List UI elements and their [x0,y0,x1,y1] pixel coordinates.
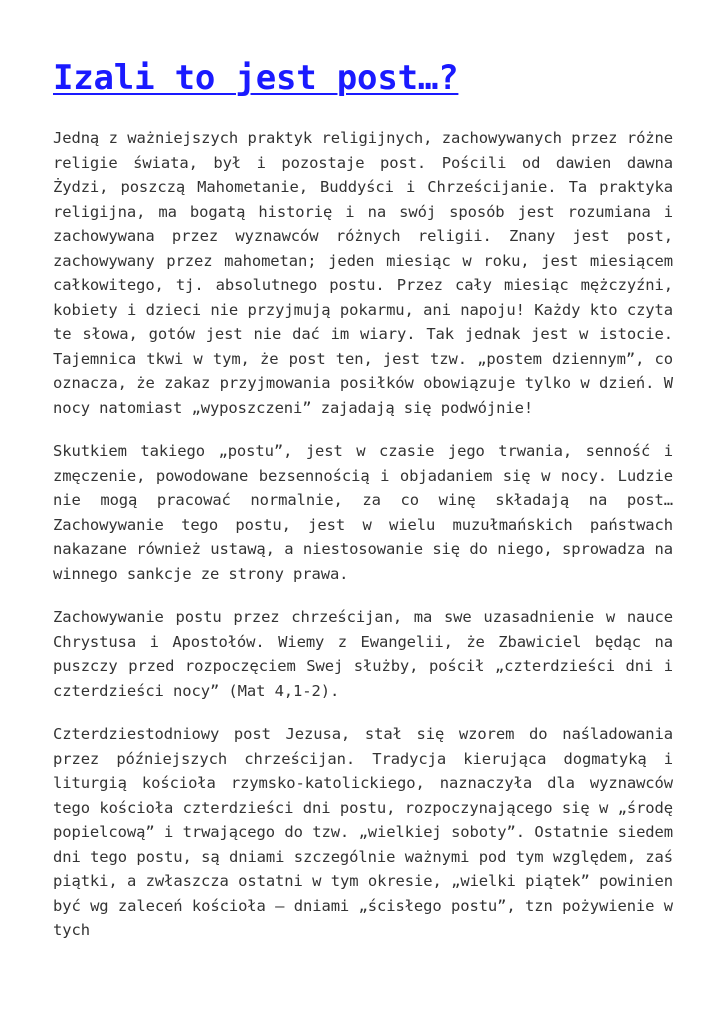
article [53,54,673,962]
article-paragraph-1: Jedną z ważniejszych praktyk religijnych, zachowywanych przez różne religie świata, był i pozostaje post. Pościli od dawien dawna Żydzi, poszczą Mahometanie, Buddyści i Chrześcijanie. Ta praktyka religijna, ma bogatą historię i na swój sposób jest rozumiana i zachowywana przez wyznawców różnych religii. Znany jest post, zachowywany przez mahometan; jeden miesiąc w roku, jest miesiącem całkowitego, tj. absolutnego postu. Przez cały miesiąc mężczyźni, kobiety i dzieci nie przyjmują pokarmu, ani napoju! Każdy kto czyta te słowa, gotów jest nie dać im wiary. Tak jednak jest w istocie. Tajemnica tkwi w tym, że post ten, jest tzw. „postem dziennym”, co oznacza, że zakaz przyjmowania posiłków obowiązuje tylko w dzień. W nocy natomiast „wyposzczeni” zajadają się podwójnie! [53,129,673,417]
article-title-link[interactable]: Izali to jest post…? [53,58,459,98]
article-paragraph-2: Skutkiem takiego „postu”, jest w czasie jego trwania, senność i zmęczenie, powodowane bezsennością i objadaniem się w nocy. Ludzie nie mogą pracować normalnie, za co winę składają na post… Zachowywanie tego postu, jest w wielu muzułmańskich państwach nakazane również ustawą, a niestosowanie się do niego, sprowadza na winnego sankcje ze strony prawa. [53,442,673,583]
article-title [53,54,673,102]
article-paragraph-3: Zachowywanie postu przez chrześcijan, ma swe uzasadnienie w nauce Chrystusa i Apostołów. Wiemy z Ewangelii, że Zbawiciel będąc na puszczy przed rozpoczęciem Swej służby, pościł „czterdzieści dni i czterdzieści nocy” (Mat 4,1-2). [53,608,673,700]
article-paragraph-4: Czterdziestodniowy post Jezusa, stał się wzorem do naśladowania przez późniejszych chrześcijan. Tradycja kierująca dogmatyką i liturgią kościoła rzymsko-katolickiego, naznaczyła dla wyznawców tego kościoła czterdzieści dni postu, rozpoczynającego się w „środę popielcową” i trwającego do tzw. „wielkiej soboty”. Ostatnie siedem dni tego postu, są dniami szczególnie ważnymi pod tym względem, zaś piątki, a zwłaszcza ostatni w tym okresie, „wielki piątek” powinien być wg zaleceń kościoła – dniami „ścisłego postu”, tzn pożywienie w tych [53,725,673,939]
